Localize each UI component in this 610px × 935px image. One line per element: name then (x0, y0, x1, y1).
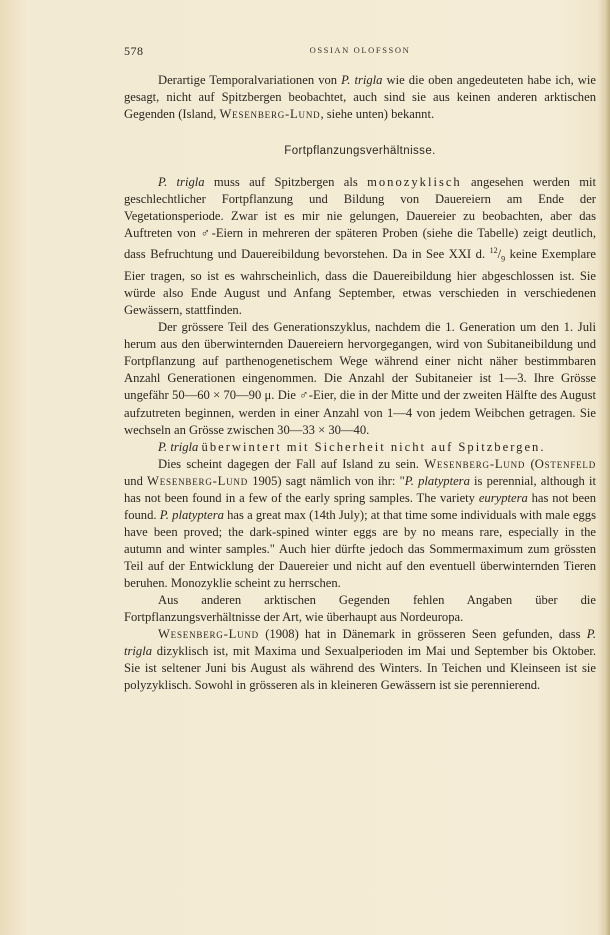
paragraph-arktische-gegenden: Aus anderen arktischen Gegenden fehlen Angaben über die Fortpflanzungsverhältnisse der Art, wie überhaupt aus Nordeuropa. (124, 593, 596, 625)
paragraph-temporal-variations: Derartige Temporalvariationen von P. trigla wie die oben angedeuteten habe ich, wie gesagt, nicht auf Spitzbergen beobachtet, auch sind sie aus keinen anderen arktischen Gegenden (Island, Wesenberg-Lund, siehe unten) bekannt. (124, 73, 596, 122)
paragraph-monozyklisch: P. trigla muss auf Spitzbergen als monozyklisch angesehen werden mit geschlechtlicher Fortpflanzung und Bildung von Dauereiern am Ende der Vegetationsperiode. Zwar ist es mir nie gelungen, Dauereier zu beobachten, aber das Auftreten von ♂-Eiern in mehreren der späteren Proben (siehe die Tabelle) zeigt deutlich, dass Befruchtung und Dauereibildung bevorstehen. Da in See XXI d. $^{12}/_9$ keine Exemplare Eier tragen, so ist es wahrscheinlich, dass die Dauereibildung hier abgeschlossen ist. Sie würde also Ende August und Anfang September, etwas verschieden in verschiedenen Gewässern, stattfinden. (124, 175, 597, 318)
paragraph-daenemark: Wesenberg-Lund (1908) hat in Dänemark in grösseren Seen gefunden, dass P. trigla dizyklisch ist, mit Maxima und Sexualperioden im Mai und September bis Oktober. Sie ist seltener Juni bis August als während des Winters. In Teichen und Kleinseen ist sie polyzyklisch. Sowohl in grösseren als in kleineren Gewässern ist sie perennierend. (124, 627, 596, 693)
running-head: OSSIAN OLOFSSON (309, 45, 411, 55)
body-text (124, 72, 596, 694)
page-header (124, 44, 596, 62)
page-number: 578 (124, 44, 144, 58)
paragraph-generationszyklus: Der grössere Teil des Generationszyklus, nachdem die 1. Generation um den 1. Juli herum aus den überwinternden Dauereiern hervorgegangen, wird von Subitaneibildung und Fortpflanzung auf parthenogenetischem Wege während einer nicht näher bestimmbaren Anzahl Generationen eingenommen. Die Anzahl der Subitaneier ist 1—3. Ihre Grösse ungefähr 50—60 × 70—90 μ. Die ♂-Eier, die in der Mitte und der zweiten Hälfte des August aufzutreten beginnen, werden in einer Anzahl von 1—4 von jedem Weibchen getragen. Sie wechseln an Grösse zwischen 30—33 × 30—40. (124, 320, 596, 437)
section-heading: Fortpflanzungsverhältnisse. (284, 145, 436, 158)
paragraph-ueberwintert: P. trigla überwintert mit Sicherheit nicht auf Spitzbergen. (158, 439, 546, 454)
page-edge (604, 0, 610, 935)
paragraph-island: Dies scheint dagegen der Fall auf Island zu sein. Wesenberg-Lund (Ostenfeld und Wesenberg-Lund 1905) sagt nämlich von ihr: "P. platyptera is perennial, although it has not been found in a few of the early spring samples. The variety euryptera has not been found. P. platyptera has a great max (14th July); at that time some individuals with male eggs have been proved; the dark-spined winter eggs are by no means rare, especially in the autumn and winter samples." Auch hier dürfte jedoch das Sommermaximum zum grössten Teil auf der Entwicklung der Dauereier und nicht auf den eventuell überwinternden Tieren beruhen. Monozyklie scheint zu herrschen. (124, 456, 597, 590)
